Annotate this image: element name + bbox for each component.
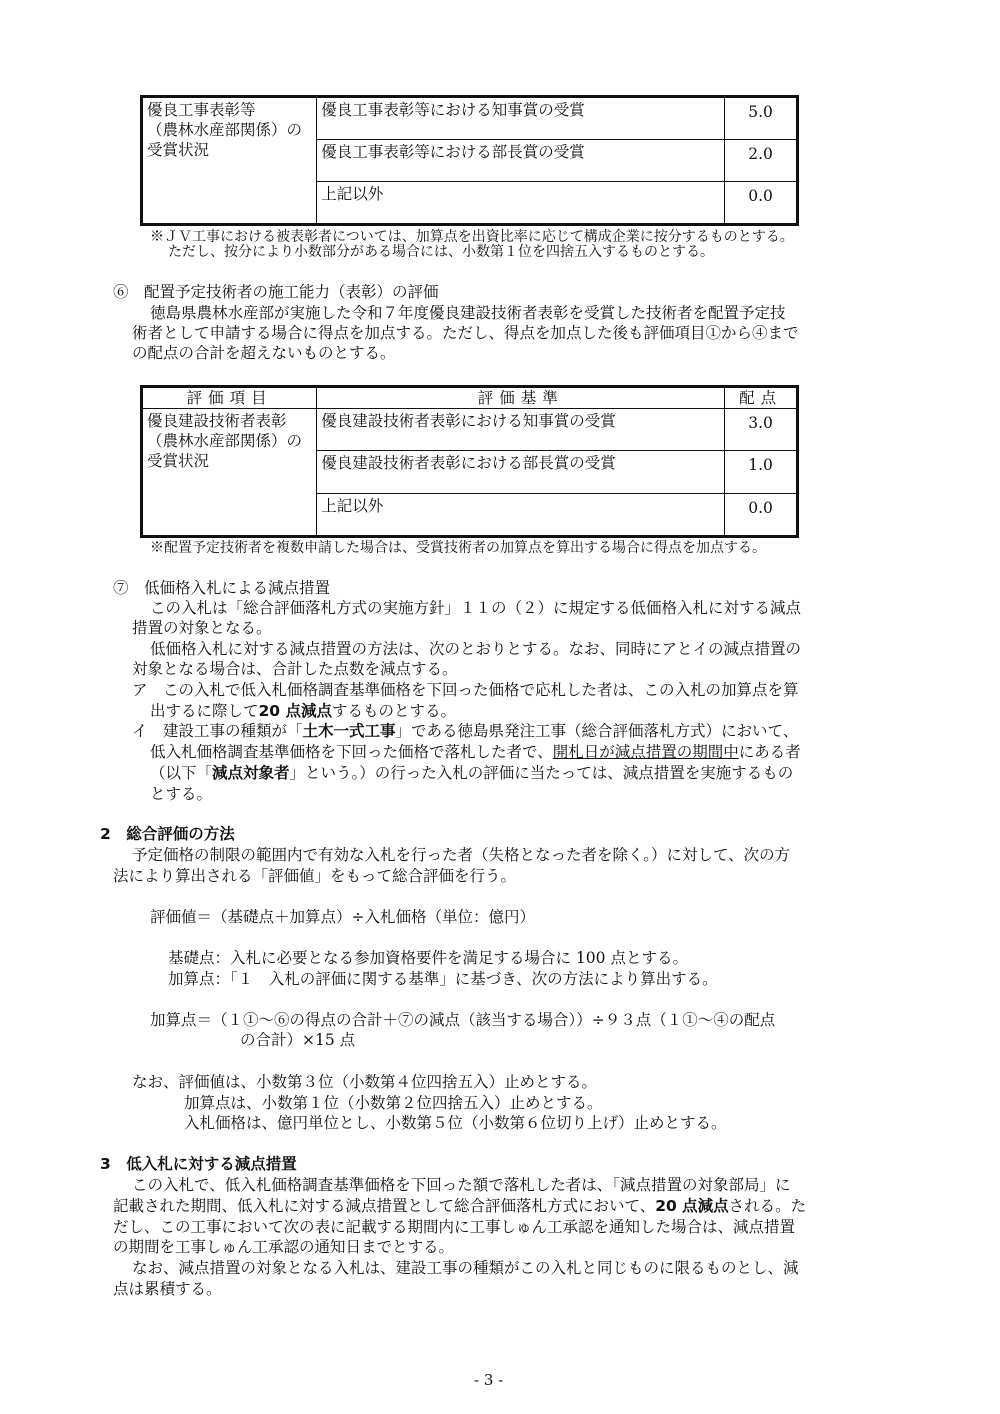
table1-criterion-director: 優良工事表彰等における部長賞の受賞: [317, 140, 725, 182]
section2-body-line2: 法により算出される「評価値」をもって総合評価を行う。: [113, 867, 517, 885]
item7-i-line1-post: 」である徳島県発注工事（総合評価落札方式）において、: [395, 722, 799, 740]
section3-heading: 3 低入札に対する減点措置: [100, 1155, 297, 1173]
item7-a-line2-pre: 出するに際して: [150, 702, 259, 720]
item6-body-line2: 術者として申請する場合に得点を加点する。ただし、得点を加点した後も評価項目①から④まで: [132, 324, 799, 342]
section2-added-points-def: 加算点：「１ 入札の評価に関する基準」に基づき、次の方法により算出する。: [168, 970, 718, 988]
table2-criterion-other: 上記以外: [317, 494, 725, 537]
section2-formula-added-line2: の合計）×15 点: [240, 1031, 356, 1049]
item7-i-line2-pre: 低入札価格調査基準価格を下回った価格で落札した者で、: [150, 743, 553, 761]
section2-rounding-eval: なお、評価値は、小数第３位（小数第４位四捨五入）止めとする。: [132, 1073, 598, 1091]
table2-category-line1: 優良建設技術者表彰: [147, 412, 287, 430]
item6-body-line1: 徳島県農林水産部が実施した令和７年度優良建設技術者表彰を受賞した技術者を配置予定技: [150, 304, 786, 322]
section3-line2-pre: 記載された期間、低入札に対する減点措置として総合評価落札方式において、: [113, 1197, 656, 1215]
item7-i-target: 減点対象者: [212, 764, 290, 782]
table1-note-1: ※ＪＶ工事における被表彰者については、加算点を出資比率に応じて構成企業に按分するものとする。: [150, 229, 794, 245]
table2-header-points: 配点: [725, 387, 798, 409]
award-table-engineer: [140, 385, 799, 538]
item7-i-line2-post: にある者: [738, 743, 801, 761]
section3-line2: [113, 1199, 806, 1215]
table2-category-line2: （農林水産部関係）の: [147, 432, 303, 450]
section3-line3: だし、この工事において次の表に記載する期間内に工事しゅん工承認を通知した場合は、減点措置: [113, 1218, 796, 1236]
table2-criterion-governor: 優良建設技術者表彰における知事賞の受賞: [317, 409, 725, 451]
table2-category-line3: 受賞状況: [147, 452, 210, 470]
table1-note-2: ただし、按分により小数部分がある場合には、小数第１位を四捨五入するものとする。: [168, 244, 714, 260]
item7-heading: ⑦ 低価格入札による減点措置: [113, 579, 331, 597]
item7-a-line1: ア この入札で低入札価格調査基準価格を下回った価格で応札した者は、この入札の加算点を算: [132, 681, 799, 699]
section2-formula-added-line1: 加算点＝（１①～⑥の得点の合計＋⑦の減点（該当する場合））÷９３点（１①～④の配点: [150, 1011, 776, 1029]
section2-heading: 2 総合評価の方法: [100, 825, 235, 843]
table2-note: ※配置予定技術者を複数申請した場合は、受賞技術者の加算点を算出する場合に得点を加点する。: [150, 540, 766, 556]
table1-points-other: 0.0: [725, 182, 798, 225]
item7-p1-line2: 措置の対象となる。: [132, 619, 272, 637]
section3-deduction: 20 点減点: [655, 1197, 729, 1215]
item7-a-deduction: 20 点減点: [258, 702, 332, 720]
item6-heading: ⑥ 配置予定技術者の施工能力（表彰）の評価: [113, 283, 439, 301]
item7-p1-line1: この入札は「総合評価落札方式の実施方針」１１の（２）に規定する低価格入札に対する減点: [150, 599, 802, 617]
table2-category: [142, 409, 317, 537]
table1-criterion-other: 上記以外: [317, 182, 725, 225]
item6-body-line3: の配点の合計を超えないものとする。: [132, 344, 396, 362]
section2-rounding-price: 入札価格は、億円単位とし、小数第５位（小数第６位切り上げ）止めとする。: [184, 1114, 727, 1132]
table2-points-governor: 3.0: [725, 409, 798, 451]
page-number: - 3 -: [474, 1371, 504, 1389]
item7-i-work-type: 土木一式工事: [302, 722, 396, 740]
table2-header-criteria: 評価基準: [317, 387, 725, 409]
item7-a-line2-post: するものとする。: [331, 702, 456, 720]
section2-base-points: 基礎点：入札に必要となる参加資格要件を満足する場合に 100 点とする。: [168, 949, 688, 967]
table1-category-line2: （農林水産部関係）の: [147, 121, 303, 139]
item7-i-line3: [150, 766, 793, 782]
item7-i-line3-pre: （以下「: [150, 764, 213, 782]
table1-criterion-governor: 優良工事表彰等における知事賞の受賞: [317, 97, 725, 140]
award-table-construction: [140, 95, 799, 226]
section3-line1: この入札で、低入札価格調査基準価格を下回った額で落札した者は、「減点措置の対象部局」に: [132, 1176, 791, 1194]
item7-a-line2: [150, 704, 456, 720]
section2-body-line1: 予定価格の制限の範囲内で有効な入札を行った者（失格となった者を除く。）に対して、次の方: [132, 846, 791, 864]
table1-category-line1: 優良工事表彰等: [147, 101, 256, 119]
section2-formula-evaluation: 評価値＝（基礎点＋加算点）÷入札価格（単位：億円）: [150, 908, 535, 926]
item7-i-line4: とする。: [150, 785, 213, 803]
item7-i-line1: [132, 724, 798, 740]
table2-points-director: 1.0: [725, 451, 798, 494]
table1-points-director: 2.0: [725, 140, 798, 182]
section3-line5: なお、減点措置の対象となる入札は、建設工事の種類がこの入札と同じものに限るものとし、減: [132, 1259, 799, 1277]
item7-p2-line2: 対象となる場合は、合計した点数を減点する。: [132, 660, 458, 678]
table1-points-governor: 5.0: [725, 97, 798, 140]
table1-category: [142, 97, 317, 225]
table1-category-line3: 受賞状況: [147, 141, 210, 159]
section2-rounding-added: 加算点は、小数第１位（小数第２位四捨五入）止めとする。: [184, 1094, 603, 1112]
item7-i-line1-pre: イ 建設工事の種類が「: [132, 722, 303, 740]
section3-line2-post: される。た: [728, 1197, 807, 1215]
item7-i-line2: [150, 745, 801, 761]
item7-i-period: 開札日が減点措置の期間中: [552, 743, 739, 761]
section3-line6: 点は累積する。: [113, 1280, 222, 1298]
section3-line4: の期間を工事しゅん工承認の通知日までとする。: [113, 1238, 455, 1256]
item7-p2-line1: 低価格入札に対する減点措置の方法は、次のとおりとする。なお、同時にアとイの減点措置の: [150, 640, 802, 658]
table2-points-other: 0.0: [725, 494, 798, 537]
table2-header-item: 評価項目: [142, 387, 317, 409]
item7-i-line3-post: 」という。）の行った入札の評価に当たっては、減点措置を実施するもの: [289, 764, 794, 782]
table2-criterion-director: 優良建設技術者表彰における部長賞の受賞: [317, 451, 725, 494]
